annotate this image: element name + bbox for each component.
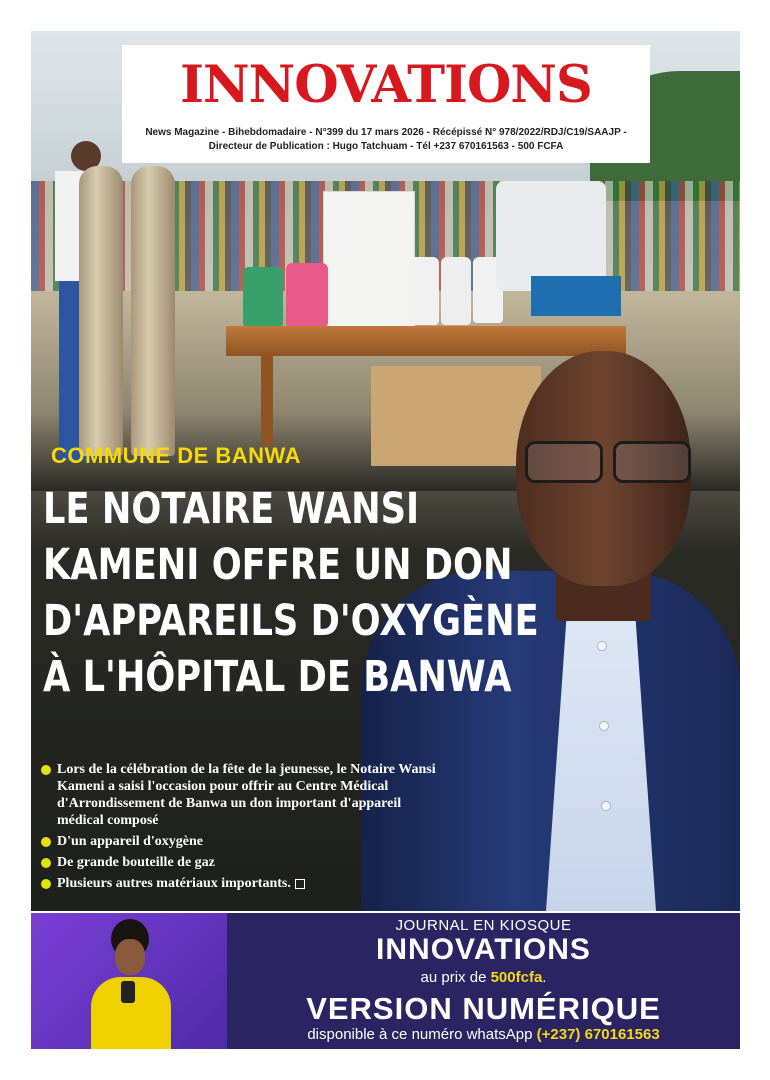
bullet-dot-icon: [41, 837, 51, 847]
promo-photo: [31, 913, 227, 1049]
blue-package: [531, 276, 621, 316]
promo-brand: INNOVATIONS: [376, 933, 591, 966]
story-kicker: COMMUNE DE BANWA: [51, 443, 301, 468]
masthead-issue-info: News Magazine - Bihebdomadaire - N°399 du 17 mars 2026 - Récépissé N° 978/2022/RDJ/C19/SAAJP -: [145, 127, 627, 138]
jug: [243, 267, 283, 327]
bullet-dot-icon: [41, 858, 51, 868]
cover-photo: [31, 31, 740, 911]
promo-price: au prix de 500fcfa.: [420, 969, 547, 986]
jug: [409, 257, 439, 325]
promo-banner[interactable]: [31, 913, 740, 1049]
oxygen-concentrator: [323, 191, 415, 328]
glasses: [521, 441, 691, 481]
gas-cylinder: [131, 166, 175, 456]
promo-whatsapp: disponible à ce numéro whatsApp (+237) 670161563: [307, 1026, 660, 1043]
supply-bag: [496, 181, 606, 291]
masthead: [122, 45, 650, 163]
promo-digital-version: VERSION NUMÉRIQUE: [306, 991, 661, 1026]
jug: [441, 257, 471, 325]
gas-cylinder: [79, 166, 123, 456]
masthead-publisher-info: Directeur de Publication : Hugo Tatchuam - Tél +237 670161563 - 500 FCFA: [208, 141, 564, 152]
masthead-title: INNOVATIONS: [180, 55, 592, 115]
headline-line: D'APPAREILS D'OXYGÈNE: [43, 596, 539, 646]
end-mark-icon: [295, 879, 305, 889]
jug: [286, 263, 328, 327]
headline-line: À L'HÔPITAL DE BANWA: [43, 652, 512, 702]
bullet-item: De grande bouteille de gaz: [41, 854, 436, 871]
bullet-item: Plusieurs autres matériaux importants.: [41, 875, 436, 892]
bullet-dot-icon: [41, 765, 51, 775]
headline-line: KAMENI OFFRE UN DON: [43, 540, 513, 590]
bullet-item: Lors de la célébration de la fête de la jeunesse, le Notaire Wansi Kameni a saisi l'occasion pour offrir au Centre Médical d'Arrondissement de Banwa un don important d'appareil médical composé: [41, 761, 436, 829]
whatsapp-number[interactable]: (+237) 670161563: [536, 1026, 660, 1043]
story-headline: [43, 481, 539, 705]
headline-line: LE NOTAIRE WANSI: [43, 484, 420, 534]
table-leg: [261, 356, 273, 446]
promo-kiosk-label: JOURNAL EN KIOSQUE: [395, 917, 572, 934]
woman-with-phone: [83, 919, 175, 1049]
bullet-dot-icon: [41, 879, 51, 889]
story-bullets: [41, 761, 436, 896]
phone-icon: [121, 981, 135, 1003]
bullet-item: D'un appareil d'oxygène: [41, 833, 436, 850]
